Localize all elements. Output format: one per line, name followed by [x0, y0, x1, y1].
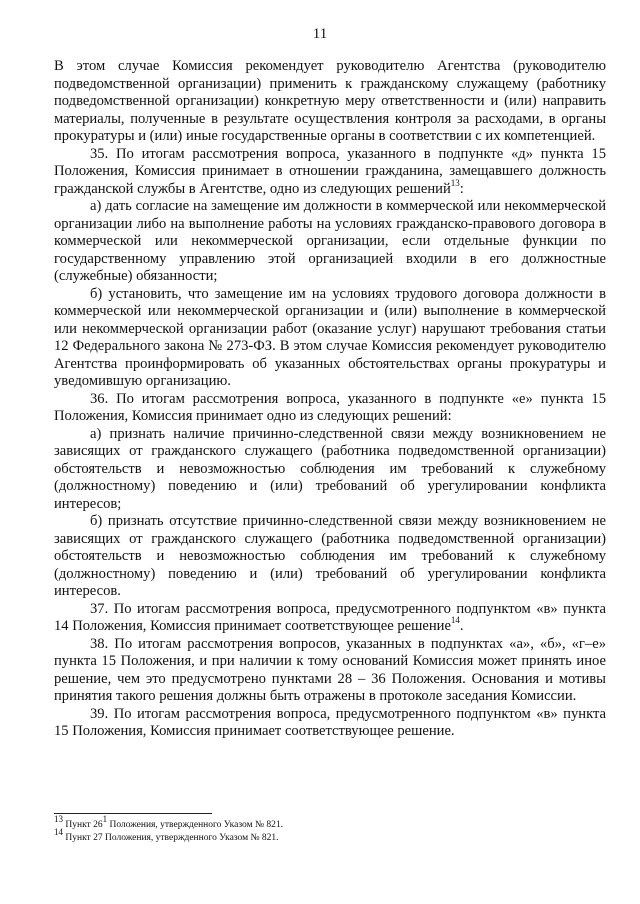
paragraph: б) признать отсутствие причинно-следственной связи между возникновением не зависящих от гражданского служащего (работника подведомственной организации) обстоятельств и невозможностью соблюдения им требований к служебному (должностному) поведению и (или) требований об урегулировании конфликта интересов. [54, 513, 606, 599]
paragraph: а) признать наличие причинно-следственной связи между возникновением не зависящих от гражданского служащего (работника подведомственной организации) обстоятельств и невозможностью соблюдения им требований к служебному (должностному) поведению и (или) требований об урегулировании конфликта интересов; [54, 425, 606, 512]
footnote: $^{14}$ Пункт 27 Положения, утвержденного Указом № 821. [54, 826, 279, 843]
paragraph: 38. По итогам рассмотрения вопросов, указанных в подпунктах «а», «б», «г–е» пункта 15 Положения, и при наличии к тому оснований Комиссия может принять иное решение, чем это предусмотрено пунктами 28 – 36 Положения. Основания и мотивы принятия такого решения должны быть отражены в протоколе заседания Комиссии. [54, 635, 606, 704]
document-body [54, 58, 606, 741]
paragraph: В этом случае Комиссия рекомендует руководителю Агентства (руководителю подведомственной организации) применить к гражданскому служащему (работнику подведомственной организации) конкретную меру ответственности и (или) направить материалы, полученные в результате осуществления контроля за расходами, в органы прокуратуры и (или) иные государственные органы в соответствии с их компетенцией. [54, 58, 606, 144]
paragraph: 37. По итогам рассмотрения вопроса, предусмотренного подпунктом «в» пункта 14 Положения, Комиссия принимает соответствующее решение$^{14}$. [54, 600, 606, 634]
footnotes [54, 813, 606, 845]
footnote-separator [54, 813, 212, 814]
paragraph: б) установить, что замещение им на условиях трудового договора должности в коммерческой или некоммерческой организации и (или) выполнение в коммерческой или некоммерческой организации работ (оказание услуг) нарушают требования статьи 12 Федерального закона № 273-ФЗ. В этом случае Комиссия рекомендует руководителю Агентства проинформировать об указанных обстоятельствах органы прокуратуры и уведомившую организацию. [54, 285, 606, 389]
footnote-ref: 13 [450, 177, 460, 188]
footnote: $^{13}$ Пункт $26^1$ Положения, утвержденного Указом № 821. [54, 813, 284, 830]
paragraph: 35. По итогам рассмотрения вопроса, указанного в подпункте «д» пункта 15 Положения, Комиссия принимает в отношении гражданина, замещавшего должность гражданской службы в Агентстве, одно из следующих решений$^{13}$: [54, 145, 606, 197]
paragraph: 39. По итогам рассмотрения вопроса, предусмотренного подпунктом «в» пункта 15 Положения, Комиссия принимает соответствующее решение. [54, 705, 606, 739]
paragraph: а) дать согласие на замещение им должности в коммерческой или некоммерческой организации либо на выполнение работы на условиях гражданско-правового договора в коммерческой или некоммерческой организации, если отдельные функции по государственному управлению этой организацией входили в его должностные (служебные) обязанности; [54, 198, 606, 284]
paragraph: 36. По итогам рассмотрения вопроса, указанного в подпункте «е» пункта 15 Положения, Комиссия принимает одно из следующих решений: [54, 390, 606, 424]
footnote-ref: 14 [450, 615, 460, 626]
page-number: 11 [312, 26, 328, 42]
